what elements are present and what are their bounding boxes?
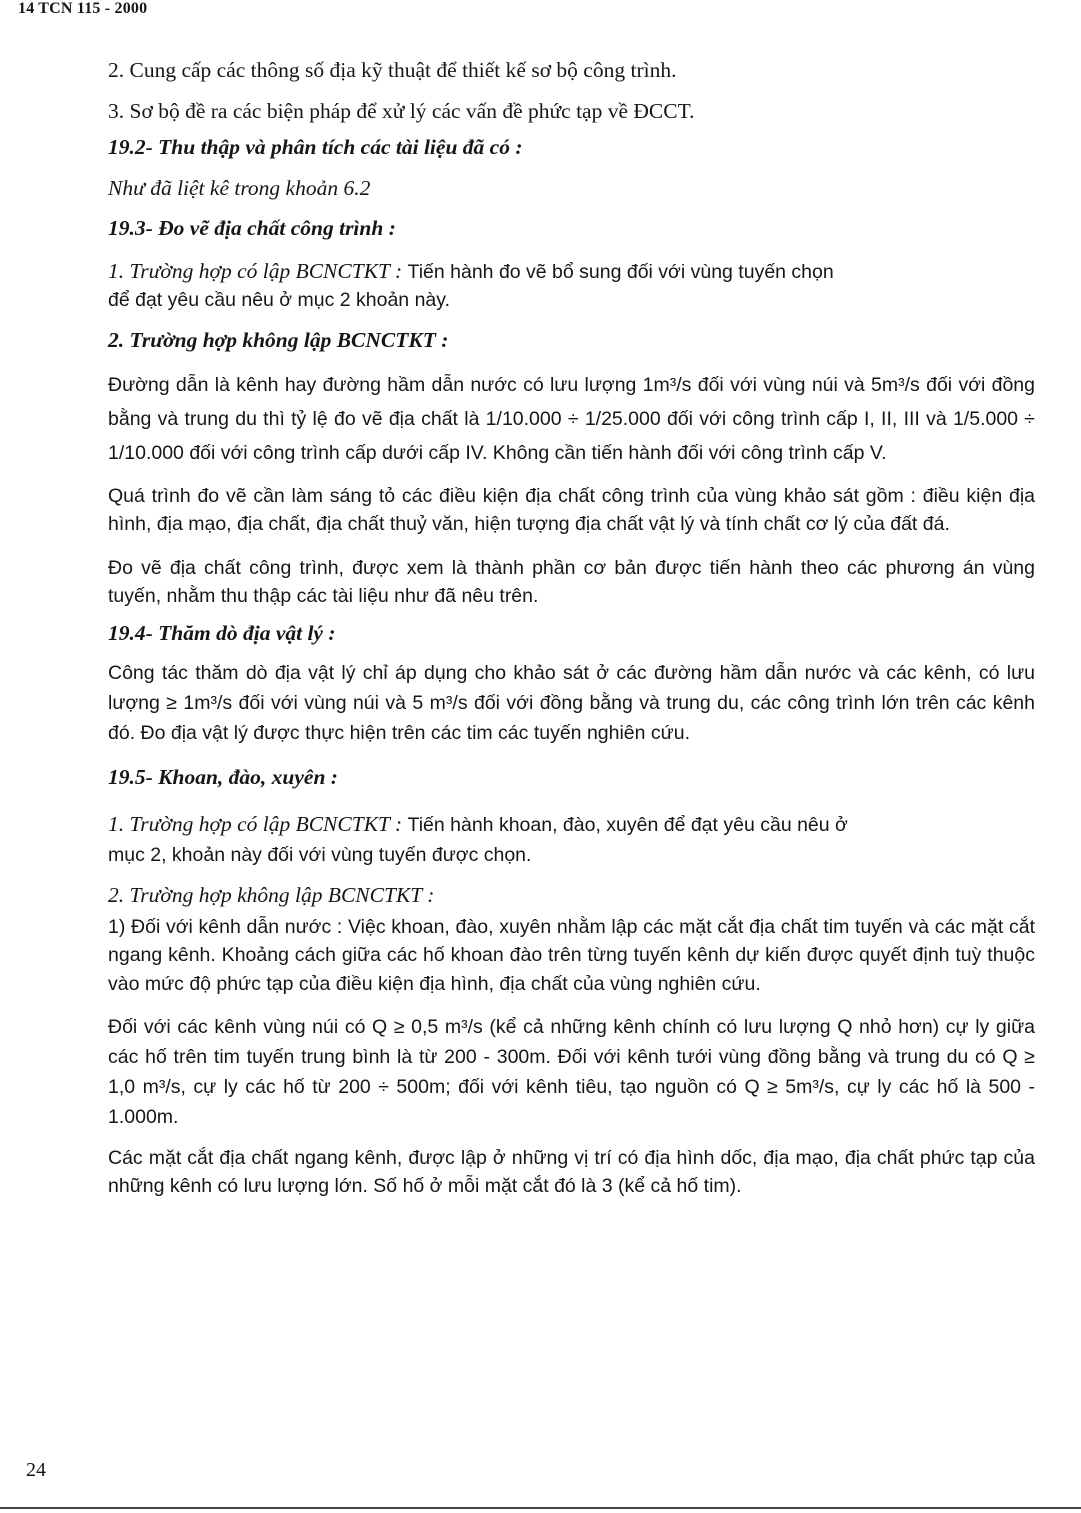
heading-19-3: 19.3- Đo vẽ địa chất công trình : — [108, 216, 396, 240]
case-1-survey — [108, 256, 1035, 288]
heading-19-2: 19.2- Thu thập và phân tích các tài liệu đã có : — [108, 135, 523, 159]
case-1-text-b: để đạt yêu cầu nêu ở mục 2 khoản này. — [108, 289, 450, 311]
drilling-case-1-text-a: Tiến hành khoan, đào, xuyên để đạt yêu cầu nêu ở — [407, 813, 848, 836]
standard-code-header: 14 TCN 115 - 2000 — [18, 0, 148, 17]
paragraph-survey-basis: Đo vẽ địa chất công trình, được xem là thành phần cơ bản được tiến hành theo các phương án vùng tuyến, nhằm thu thập các tài liệu như đã nêu trên. — [108, 556, 1035, 607]
item-2-text: 2. Cung cấp các thông số địa kỹ thuật để thiết kế sơ bộ công trình. — [108, 58, 677, 82]
item-3-text: 3. Sơ bộ đề ra các biện pháp để xử lý các vấn đề phức tạp về ĐCCT. — [108, 98, 695, 123]
drilling-case-1-text-b: mục 2, khoản này đối với vùng tuyến được chọn. — [108, 844, 532, 866]
drilling-case-1 — [108, 809, 1035, 841]
paragraph-canal-drilling: 1) Đối với kênh dẫn nước : Việc khoan, đào, xuyên nhằm lập các mặt cắt địa chất tim tuyến và các mặt cắt ngang kênh. Khoảng cách giữa các hố khoan đào trên từng tuyến kênh dự kiến được quyết định tuỳ thuộc vào mức độ phức tạp của điều kiện địa hình, địa chất của vùng nghiên cứu. — [108, 915, 1035, 995]
drilling-case-1-label: 1. Trường hợp có lập BCNCTKT : — [108, 811, 403, 836]
case-1-text-a: Tiến hành đo vẽ bổ sung đối với vùng tuyến chọn — [407, 260, 834, 283]
case-1-label: 1. Trường hợp có lập BCNCTKT : — [108, 258, 403, 283]
paragraph-borehole-spacing: Đối với các kênh vùng núi có Q ≥ 0,5 m³/s (kể cả những kênh chính có lưu lượng Q nhỏ hơn) cự ly giữa các hố trên tim tuyến trung bình là từ 200 - 300m. Đối với kênh tưới vùng đồng bằng và trung du có Q ≥ 1,0 m³/s, cự ly các hố từ 200 ÷ 500m; đối với kênh tiêu, tạo nguồn có Q ≥ 5m³/s, cự ly các hố là 500 - 1.000m. — [108, 1016, 1035, 1128]
heading-19-5: 19.5- Khoan, đào, xuyên : — [108, 765, 338, 789]
paragraph-survey-scale: Đường dẫn là kênh hay đường hầm dẫn nước có lưu lượng 1m³/s đối với vùng núi và 5m³/s đối với đồng bằng và trung du thì tỷ lệ đo vẽ địa chất là 1/10.000 ÷ 1/25.000 đối với công trình cấp I, II, III và 1/5.000 ÷ 1/10.000 đối với công trình cấp dưới cấp IV. Không cần tiến hành đối với công trình cấp V. — [108, 373, 1035, 464]
paragraph-survey-process: Quá trình đo vẽ cần làm sáng tỏ các điều kiện địa chất công trình của vùng khảo sát gồm : điều kiện địa hình, địa mạo, địa chất, địa chất thuỷ văn, hiện tượng địa chất vật lý và tính chất cơ lý của đất đá. — [108, 484, 1035, 535]
page-bottom-border — [0, 1507, 1081, 1509]
page-number: 24 — [26, 1459, 46, 1481]
paragraph-geophysics: Công tác thăm dò địa vật lý chỉ áp dụng cho khảo sát ở các đường hầm dẫn nước và các kênh, có lưu lượng ≥ 1m³/s đối với vùng núi và 5 m³/s đối với đồng bằng và trung du, các công trình lớn trên các kênh đó. Đo địa vật lý được thực hiện trên các tim các tuyến nghiên cứu. — [108, 662, 1035, 744]
reference-text: Như đã liệt kê trong khoản 6.2 — [108, 175, 371, 200]
document-body — [108, 55, 1035, 1200]
heading-19-4: 19.4- Thăm dò địa vật lý : — [108, 620, 336, 645]
paragraph-cross-sections: Các mặt cắt địa chất ngang kênh, được lập ở những vị trí có địa hình dốc, địa mạo, địa chất phức tạp của những kênh có lưu lượng lớn. Số hố ở mỗi mặt cắt đó là 3 (kể cả hố tim). — [108, 1147, 1035, 1197]
drilling-case-2-label: 2. Trường hợp không lập BCNCTKT : — [108, 883, 435, 907]
case-2-heading: 2. Trường hợp không lập BCNCTKT : — [108, 328, 449, 352]
